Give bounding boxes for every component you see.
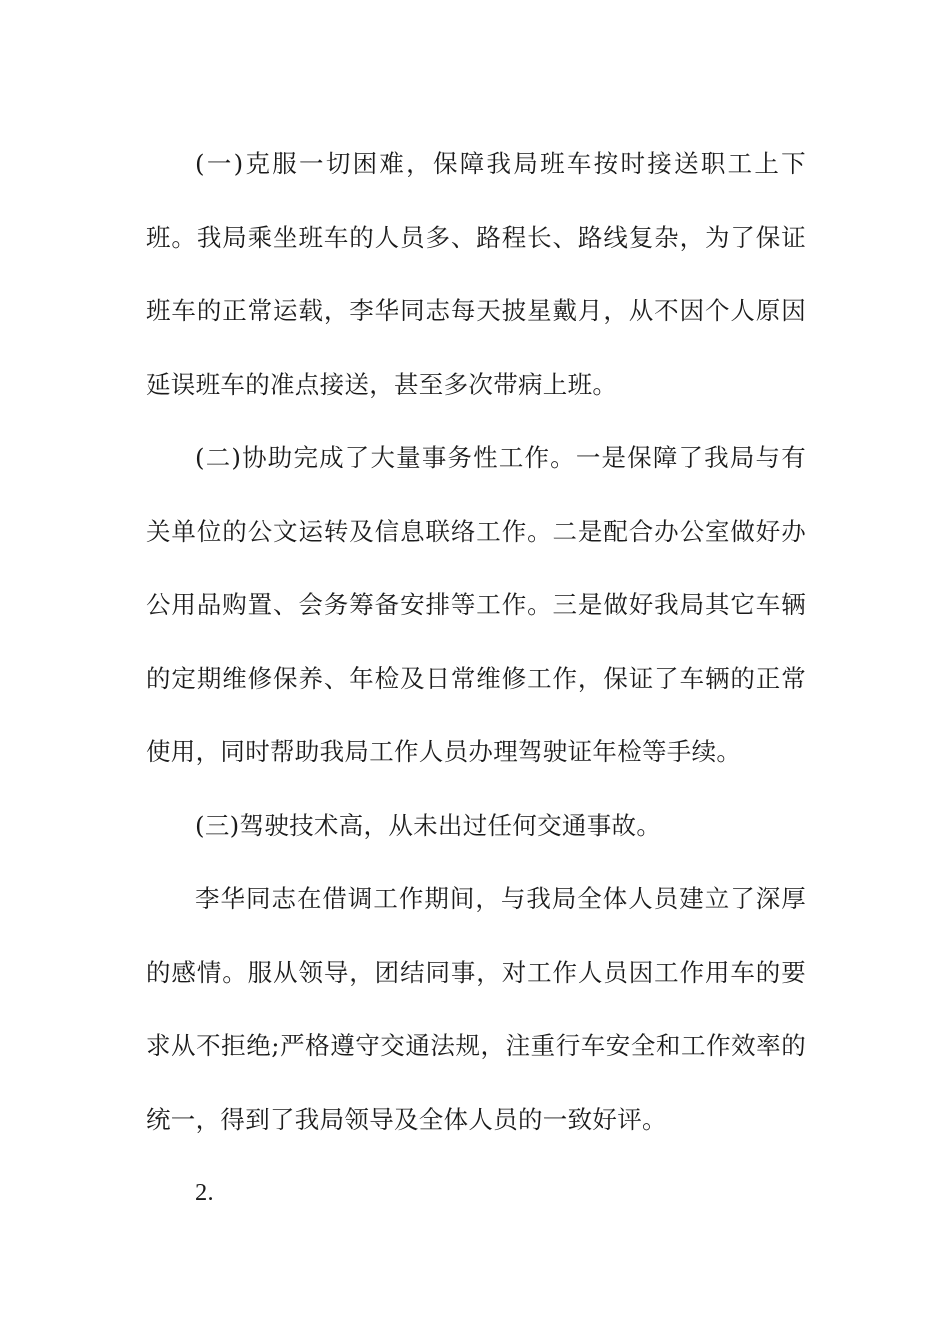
paragraph-shuttle-service: (一)克服一切困难，保障我局班车按时接送职工上下班。我局乘坐班车的人员多、路程长、路线复杂，为了保证班车的正常运载，李华同志每天披星戴月，从不因个人原因延误班车的准点接送，甚至多次带病上班。 [146,149,806,399]
paragraph-driving-record: (三)驾驶技术高，从未出过任何交通事故。 [195,810,662,840]
document-body [146,127,806,1230]
section-number: 2. [195,1179,214,1206]
paragraph-evaluation: 李华同志在借调工作期间，与我局全体人员建立了深厚的感情。服从领导，团结同事，对工作人员因工作用车的要求从不拒绝;严格遵守交通法规，注重行车安全和工作效率的统一，得到了我局领导及全体人员的一致好评。 [146,884,806,1134]
paragraph-administrative-work: (二)协助完成了大量事务性工作。一是保障了我局与有关单位的公文运转及信息联络工作。二是配合办公室做好办公用品购置、会务筹备安排等工作。三是做好我局其它车辆的定期维修保养、年检及日常维修工作，保证了车辆的正常使用，同时帮助我局工作人员办理驾驶证年检等手续。 [146,443,806,766]
